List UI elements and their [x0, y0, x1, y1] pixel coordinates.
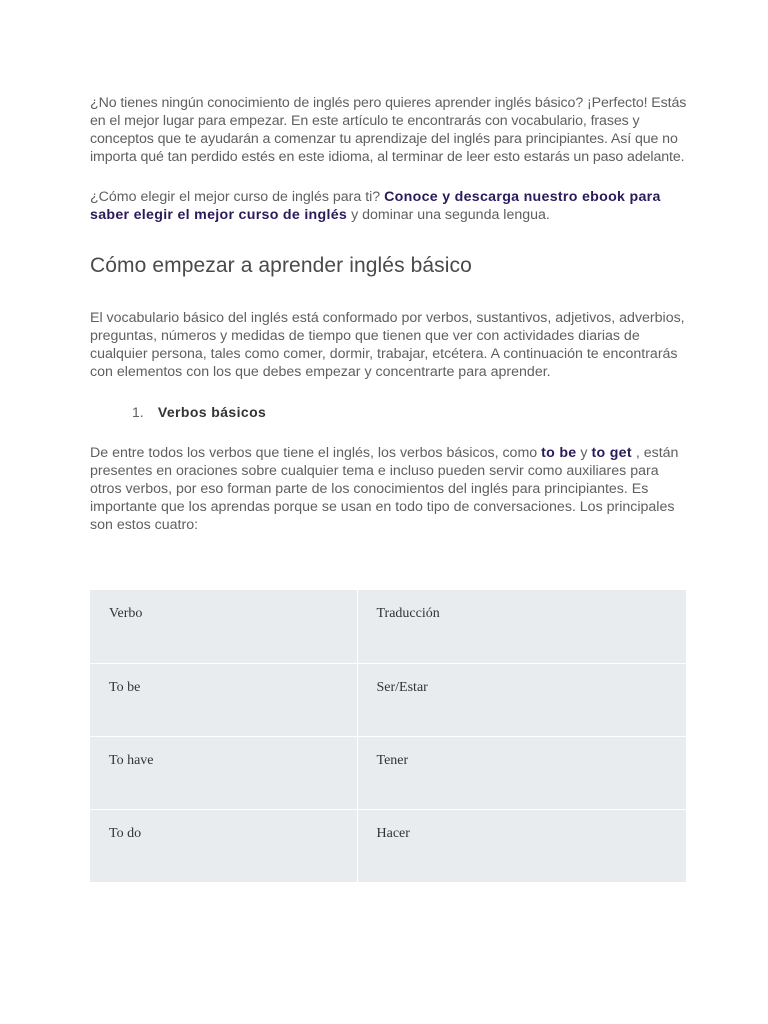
table-cell: Ser/Estar: [357, 663, 686, 736]
list-label: Verbos básicos: [157, 404, 267, 420]
ebook-link[interactable]: Conoce y descarga nuestro ebook para saber elegir el mejor curso de inglés: [90, 189, 661, 223]
table-cell: Verbo: [90, 590, 357, 663]
course-question: ¿Cómo elegir el mejor curso de inglés para ti?: [90, 189, 385, 205]
table-cell: Tener: [357, 736, 686, 809]
verbs-text-3: , están presentes en oraciones sobre cualquier tema e incluso pueden servir como auxiliares para otros verbos, por eso forman parte de los conocimientos del inglés para principiantes. Es importante que los aprendas porque se usan en todo tipo de conversaciones. Los principales son estos cuatro:: [90, 445, 679, 533]
list-number: 1.: [132, 404, 144, 420]
vocabulary-paragraph: El vocabulario básico del inglés está conformado por verbos, sustantivos, adjetivos, adverbios, preguntas, números y medidas de tiempo que tienen que ver con actividades diarias de cualquier persona, tales como comer, dormir, trabajar, etcétera. A continuación te encontrarás con elementos con los que debes empezar y concentrarte para aprender.: [90, 310, 685, 380]
table-row: [90, 663, 686, 736]
course-paragraph: [90, 188, 690, 224]
to-get-link[interactable]: to get: [591, 445, 632, 461]
article-body: [90, 94, 690, 534]
to-be-link[interactable]: to be: [541, 445, 577, 461]
table-row: [90, 809, 686, 882]
verbs-table: [90, 590, 686, 882]
verbs-text-2: y: [576, 445, 592, 461]
table-cell: To have: [90, 736, 357, 809]
verbs-text-1: De entre todos los verbos que tiene el inglés, los verbos básicos, como: [90, 445, 542, 461]
table-cell: To be: [90, 663, 357, 736]
section-heading: Cómo empezar a aprender inglés básico: [90, 254, 472, 277]
table-cell: Traducción: [357, 590, 686, 663]
table-row: [90, 590, 686, 663]
list-item-verbos: [90, 403, 690, 421]
table-row: [90, 736, 686, 809]
verbs-paragraph: [90, 444, 690, 534]
course-tail: y dominar una segunda lengua.: [347, 207, 550, 223]
intro-paragraph: ¿No tienes ningún conocimiento de inglés pero quieres aprender inglés básico? ¡Perfecto! Estás en el mejor lugar para empezar. En este artículo te encontrarás con vocabulario, frases y conceptos que te ayudarán a comenzar tu aprendizaje del inglés para principiantes. Así que no importa qué tan perdido estés en este idioma, al terminar de leer esto estarás un paso adelante.: [90, 95, 687, 165]
table-cell: To do: [90, 809, 357, 882]
table-cell: Hacer: [376, 825, 410, 841]
